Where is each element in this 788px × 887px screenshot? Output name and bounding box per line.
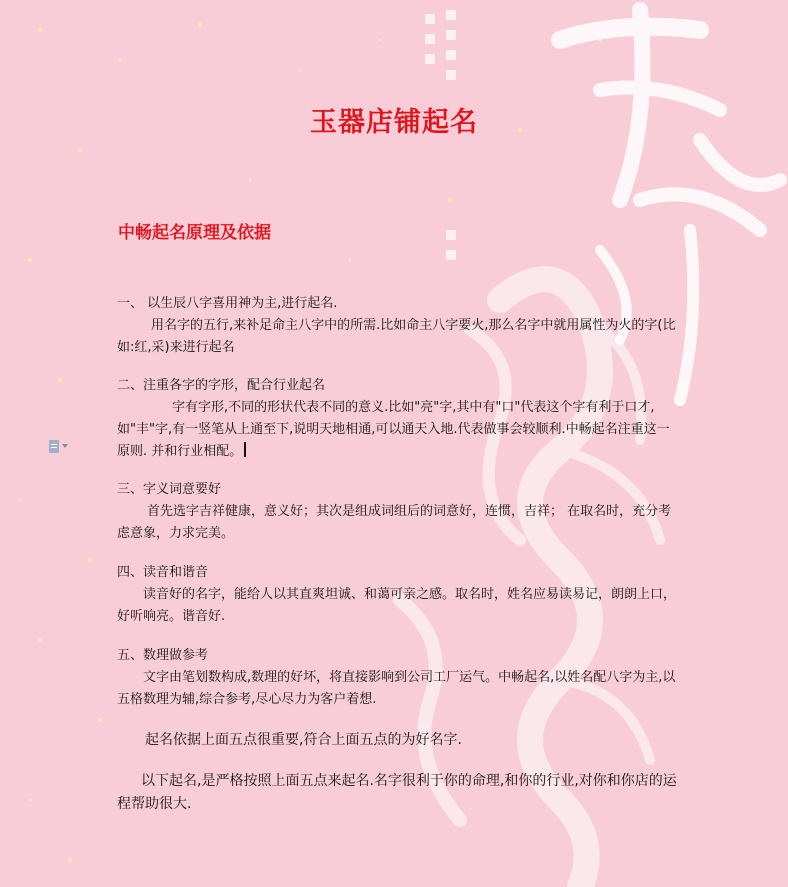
text-cursor — [244, 442, 246, 457]
document-title: 玉器店铺起名 — [310, 107, 478, 138]
document-subtitle: 中畅起名原理及依据 — [118, 223, 271, 243]
document-icon — [49, 440, 59, 453]
section-4 — [117, 562, 677, 628]
closing-text: 以下起名,是严格按照上面五点来起名.名字很利于你的命理,和你的行业,对你和你店的运程帮助很大. — [117, 773, 677, 812]
section-body: 用名字的五行,来补足命主八字中的所需.比如命主八字要火,那么名字中就用属性为火的字(比如:红,采)来进行起名 — [117, 318, 676, 355]
section-5 — [117, 645, 677, 711]
closing-paragraph-1 — [117, 729, 677, 752]
section-3 — [117, 479, 677, 545]
section-body-text: 字有字形,不同的形状代表不同的意义.比如"亮"字,其中有"口"代表这个字有利于口才,如"丰"字,有一竖笔从上通至下,说明天地相通,可以通天入地.代表做事会较顺利.中畅起名注重这一原则. 并和行业相配。 — [117, 400, 670, 459]
section-body — [117, 397, 677, 463]
section-heading: 二、注重各字的字形，配合行业起名 — [117, 378, 326, 393]
closing-text: 起名依据上面五点很重要,符合上面五点的为好名字. — [145, 732, 462, 748]
section-heading: 五、数理做参考 — [117, 648, 209, 663]
section-2 — [117, 375, 677, 463]
closing-paragraph-2 — [117, 770, 677, 816]
chevron-down-icon — [62, 444, 68, 448]
section-heading: 一、 以生辰八字喜用神为主,进行起名. — [117, 296, 338, 311]
section-body: 文字由笔划数构成,数理的好坏，将直接影响到公司工厂运气。中畅起名,以姓名配八字为主,以五格数理为辅,综合参考,尽心尽力为客户着想. — [117, 670, 676, 707]
section-1 — [117, 293, 677, 359]
section-body: 首先选字吉祥健康，意义好；其次是组成词组后的词意好，连惯，吉祥； 在取名时，充分考虑意象，力求完美。 — [117, 504, 672, 541]
section-body: 读音好的名字，能给人以其直爽坦诚、和蔼可亲之感。取名时，姓名应易读易记，朗朗上口，好听响亮。谐音好. — [117, 587, 677, 624]
section-heading: 三、字义词意要好 — [117, 482, 222, 497]
paragraph-options-button[interactable] — [49, 437, 77, 455]
section-heading: 四、读音和谐音 — [117, 565, 209, 580]
